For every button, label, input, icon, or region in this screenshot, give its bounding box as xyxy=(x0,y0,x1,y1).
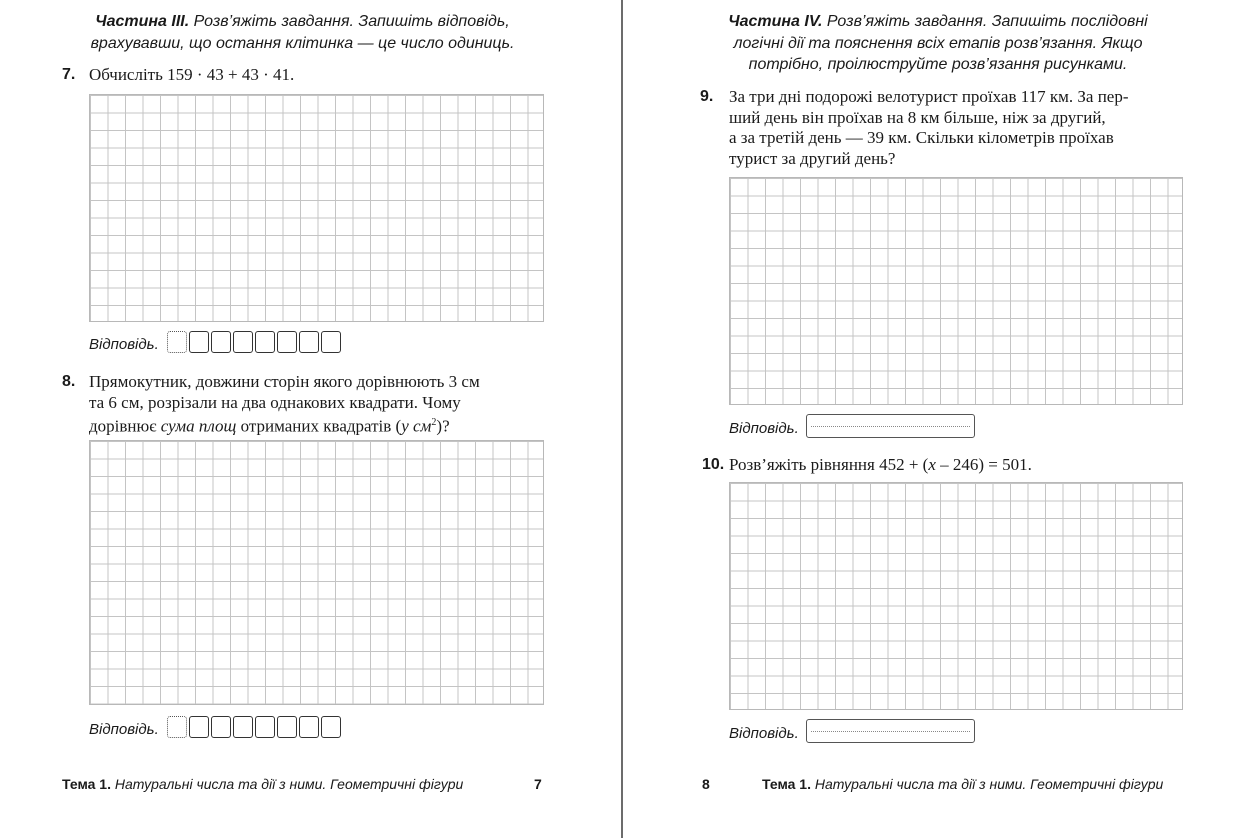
task-9-line4: турист за другий день? xyxy=(729,148,896,168)
task-8-line3-end: )? xyxy=(436,416,450,436)
task-8-text xyxy=(89,372,544,437)
task-10-answer-label: Відповідь. xyxy=(729,725,799,742)
task-8-solution-grid[interactable] xyxy=(89,440,544,705)
task-7-answer-cells[interactable] xyxy=(167,331,343,353)
task-8-emphasis: сума площ xyxy=(160,416,237,436)
section-header-part-4 xyxy=(693,11,1183,76)
task-9-number: 9. xyxy=(700,88,714,105)
section-label: Частина III. xyxy=(95,13,190,30)
task-8-number: 8. xyxy=(62,373,76,390)
answer-cell[interactable] xyxy=(255,331,275,353)
answer-cell[interactable] xyxy=(211,331,231,353)
task-7-answer-label: Відповідь. xyxy=(89,336,159,353)
section-label: Частина IV. xyxy=(728,13,823,30)
task-9-answer-label: Відповідь. xyxy=(729,420,799,437)
answer-cell[interactable] xyxy=(233,331,253,353)
answer-cell[interactable] xyxy=(167,331,187,353)
answer-cell[interactable] xyxy=(189,331,209,353)
task-8-unit: у см xyxy=(401,416,432,436)
answer-cell[interactable] xyxy=(299,331,319,353)
task-8-line3-pre: дорівнює xyxy=(89,416,161,436)
task-8-unit-superscript: 2 xyxy=(431,417,437,428)
task-10-text-pre: Розв’яжіть рівняння 452 + ( xyxy=(729,455,929,474)
section-instruction-line2: врахувавши, що остання клітинка — це число одиниць. xyxy=(90,34,515,52)
section-instruction-line1: Розв’яжіть завдання. Запишіть відповідь, xyxy=(189,13,510,30)
task-8-line3 xyxy=(89,413,544,437)
footer-topic-text: Натуральні числа та дії з ними. Геометричні фігури xyxy=(810,776,1164,792)
task-10-variable: x xyxy=(928,455,936,474)
footer-topic-text: Натуральні числа та дії з ними. Геометричні фігури xyxy=(110,776,464,792)
task-8-answer-label: Відповідь. xyxy=(89,721,159,738)
section-instruction-line3: потрібно, проілюструйте розв’язання рисунками. xyxy=(748,56,1128,73)
task-9-answer-field[interactable] xyxy=(806,414,975,438)
section-header-part-3 xyxy=(40,11,565,54)
answer-cell[interactable] xyxy=(321,716,341,738)
task-7-text: Обчисліть 159 · 43 + 43 · 41. xyxy=(89,65,295,84)
left-footer xyxy=(62,775,463,793)
footer-topic-label: Тема 1. xyxy=(762,776,811,792)
task-10-solution-grid[interactable] xyxy=(729,482,1183,710)
task-7-solution-grid[interactable] xyxy=(89,94,544,322)
task-8-answer-cells[interactable] xyxy=(167,716,343,738)
section-instruction-line1: Розв’яжіть завдання. Запишіть послідовні xyxy=(822,13,1148,30)
task-10-text-post: – 246) = 501. xyxy=(935,455,1032,474)
footer-topic-label: Тема 1. xyxy=(62,776,111,792)
page-number: 7 xyxy=(534,776,542,792)
page-number: 8 xyxy=(702,776,710,792)
task-9-text xyxy=(729,87,1183,169)
task-9-line1: За три дні подорожі велотурист проїхав 117 км. За пер- xyxy=(729,87,1129,106)
section-instruction-line2: логічні дії та пояснення всіх етапів розв’язання. Якщо xyxy=(733,34,1143,52)
answer-cell[interactable] xyxy=(167,716,187,738)
answer-cell[interactable] xyxy=(277,331,297,353)
answer-cell[interactable] xyxy=(211,716,231,738)
answer-cell[interactable] xyxy=(321,331,341,353)
answer-cell[interactable] xyxy=(299,716,319,738)
answer-cell[interactable] xyxy=(189,716,209,738)
task-8-line3-post: отриманих квадратів ( xyxy=(236,416,402,436)
answer-cell[interactable] xyxy=(277,716,297,738)
task-8-line1: Прямокутник, довжини сторін якого дорівнюють 3 см xyxy=(89,372,480,391)
task-9-line3: а за третій день — 39 км. Скільки кілометрів проїхав xyxy=(729,128,1114,147)
task-10-number: 10. xyxy=(702,456,725,473)
task-10-text xyxy=(729,455,1183,476)
answer-cell[interactable] xyxy=(255,716,275,738)
task-10-answer-field[interactable] xyxy=(806,719,975,743)
task-8-line2: та 6 см, розрізали на два однакових квадрати. Чому xyxy=(89,392,461,412)
answer-cell[interactable] xyxy=(233,716,253,738)
right-footer xyxy=(762,775,1163,793)
right-page xyxy=(623,0,1234,838)
task-9-line2: ший день він проїхав на 8 км більше, ніж за другий, xyxy=(729,107,1106,127)
task-7-number: 7. xyxy=(62,66,76,83)
task-9-solution-grid[interactable] xyxy=(729,177,1183,405)
